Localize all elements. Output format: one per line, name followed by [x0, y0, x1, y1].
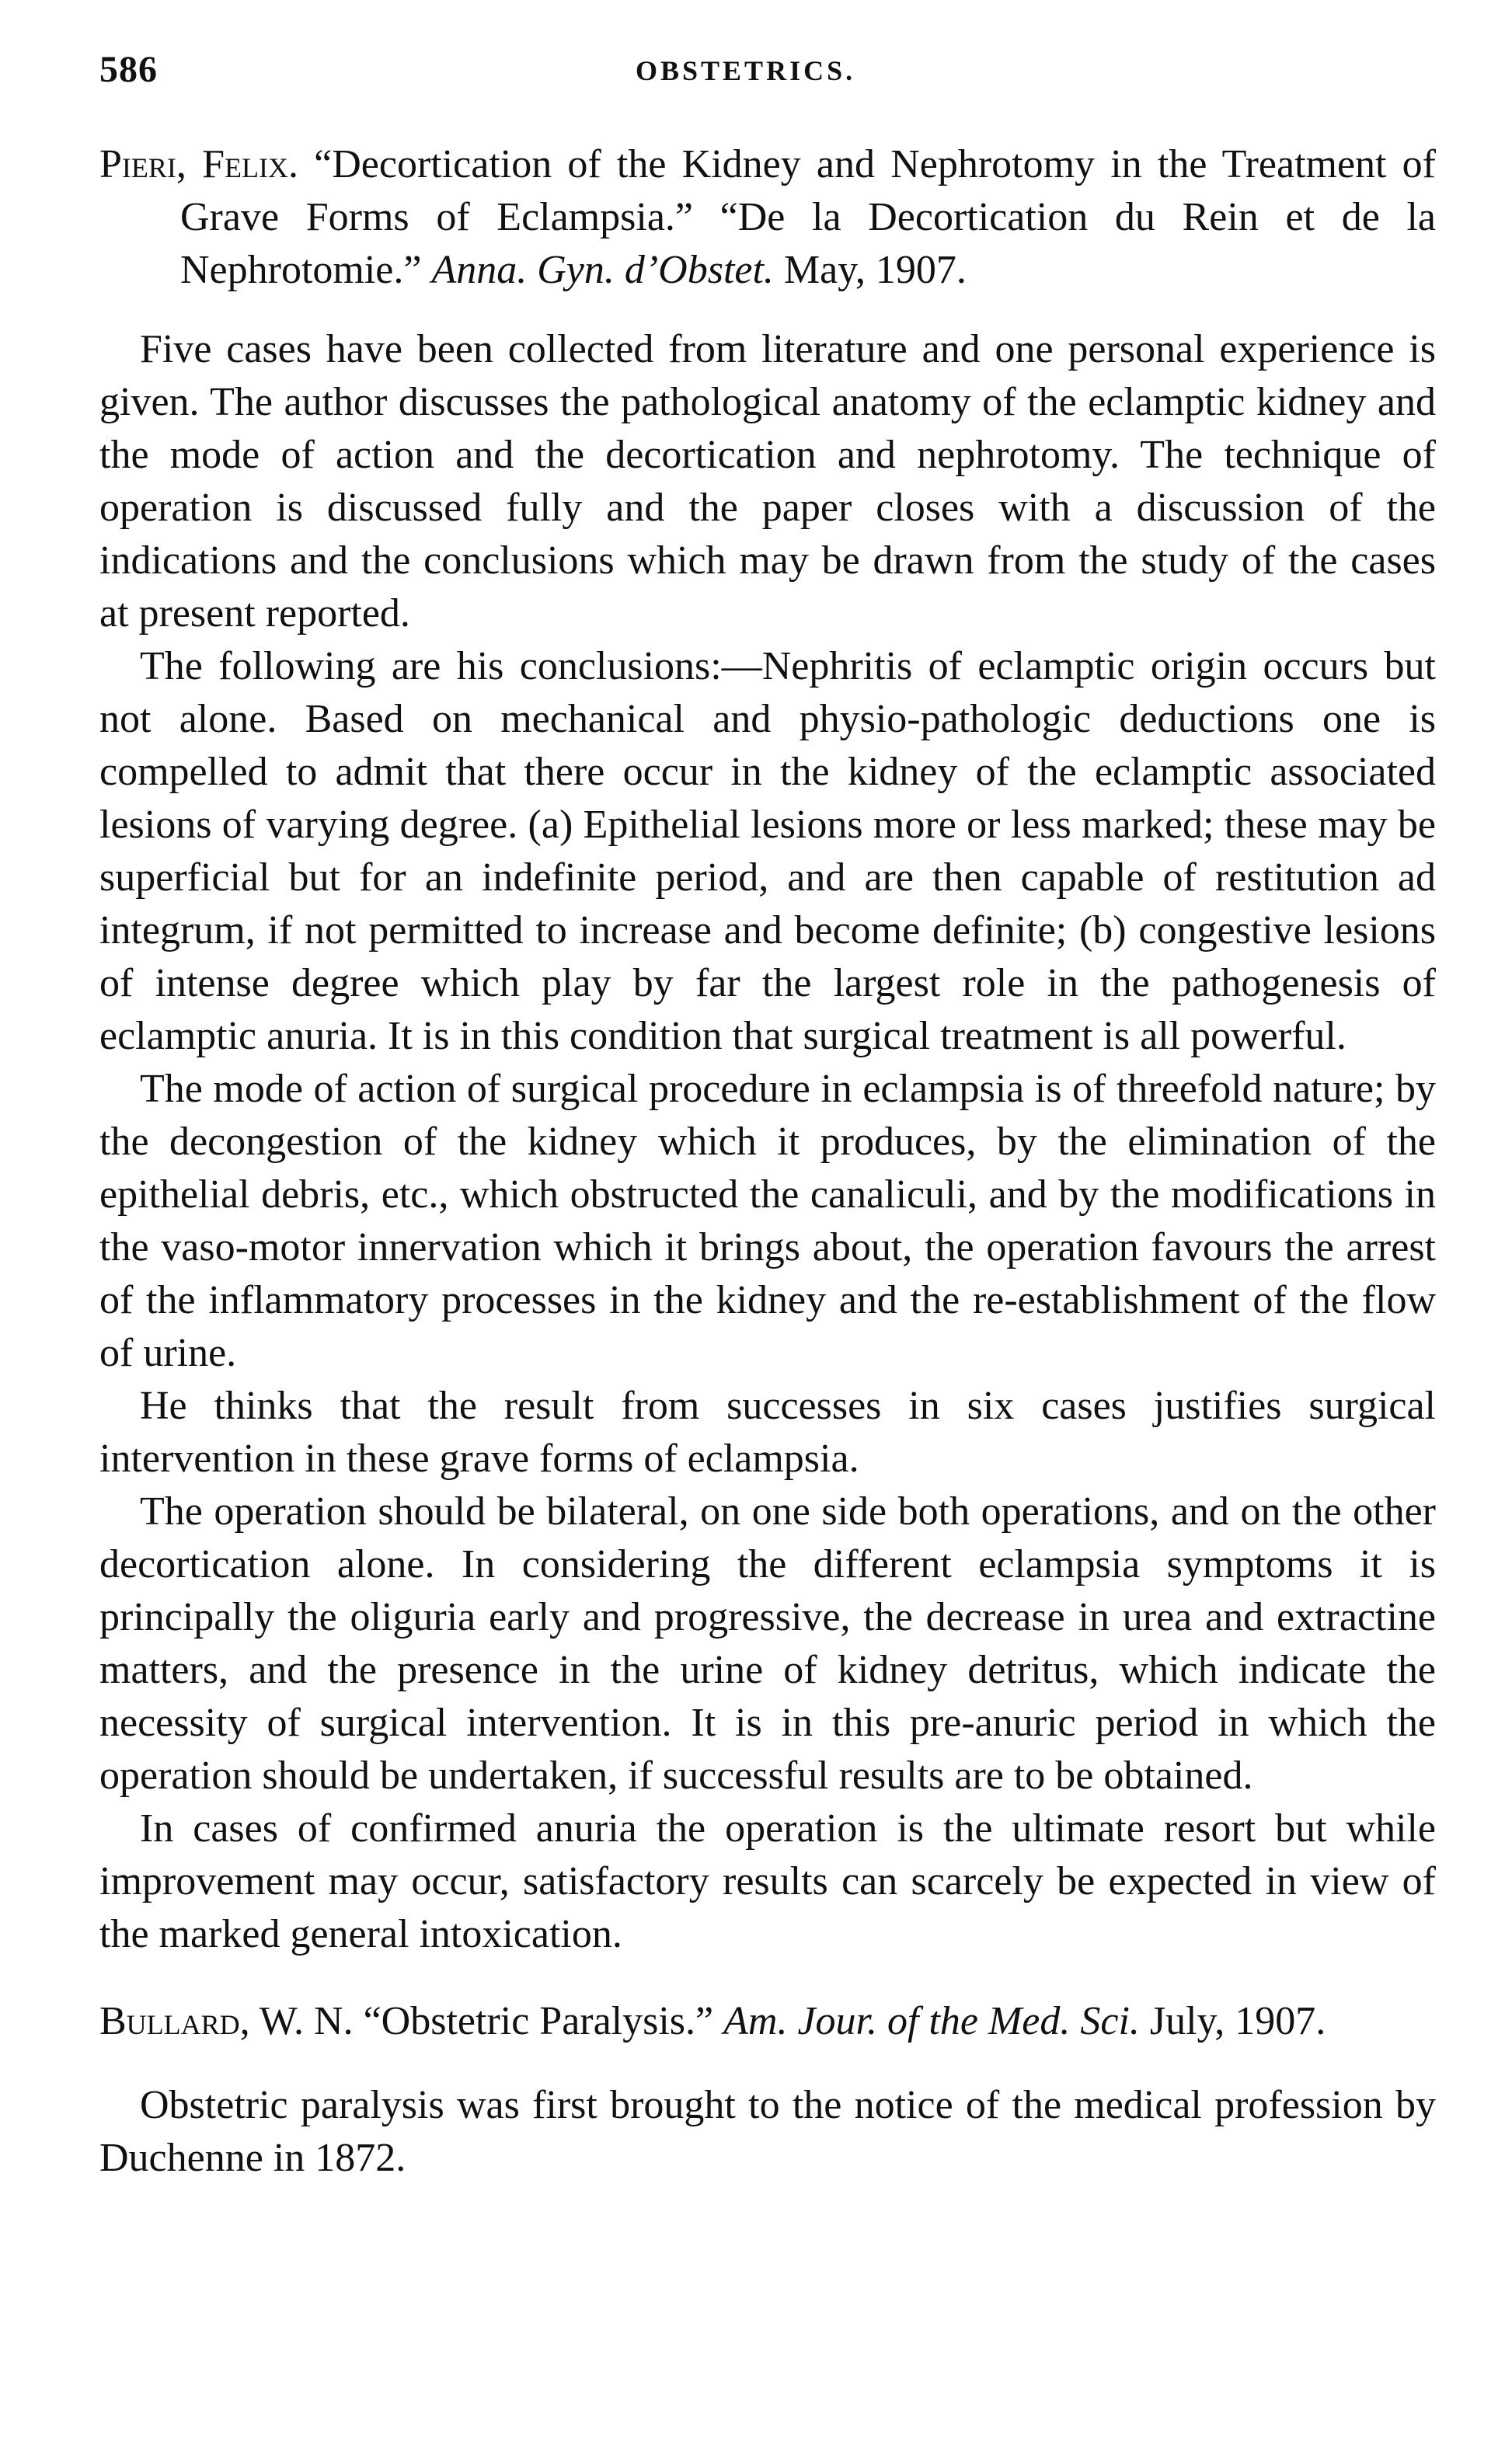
- reference-author: Pieri, Felix.: [99, 142, 298, 186]
- body-paragraph: In cases of confirmed anuria the operation is the ultimate resort but while improvement may occur, satisfactory results can scarcely be expected in view of the marked general intoxication.: [99, 1806, 1436, 1956]
- reference-entry: [99, 1995, 1436, 2048]
- reference-entry: [99, 138, 1436, 297]
- running-header: [99, 48, 1436, 103]
- page-number: 586: [99, 49, 158, 90]
- body-paragraph: Obstetric paralysis was first brought to the notice of the medical profession by Duchenne in 1872.: [99, 2083, 1436, 2180]
- reference-title: “Decortication of the Kidney and Nephrotomy in the Treatment of Grave Forms of Eclampsia.” “De la Decortication du Rein et de la Nephrotomie.”: [180, 142, 1436, 292]
- body-paragraph: The mode of action of surgical procedure in eclampsia is of threefold nature; by the decongestion of the kidney which it produces, by the elimination of the epithelial debris, etc., which obstructed the canaliculi, and by the modifications in the vaso-motor innervation which it brings about, the operation favours the arrest of the inflammatory processes in the kidney and the re-establishment of the flow of urine.: [99, 1067, 1436, 1375]
- running-title: OBSTETRICS.: [636, 55, 856, 86]
- reference-journal: Am. Jour. of the Med. Sci.: [723, 1999, 1140, 2043]
- body-paragraph: The following are his conclusions:—Nephritis of eclamptic origin occurs but not alone. Based on mechanical and physio-pathologic deductions one is compelled to admit that there occur in the kidney of the eclamptic associated lesions of varying degree. (a) Epithelial lesions more or less marked; these may be superficial but for an indefinite period, and are then capable of restitution ad integrum, if not permitted to increase and become definite; (b) congestive lesions of intense degree which play by far the largest role in the pathogenesis of eclamptic anuria. It is in this condition that surgical treatment is all powerful.: [99, 644, 1436, 1058]
- reference-author: Bullard, W. N.: [99, 1999, 354, 2043]
- page-body: [99, 138, 1436, 2185]
- body-paragraph: The operation should be bilateral, on one side both operations, and on the other decortication alone. In considering the different eclampsia symptoms it is principally the oliguria early and progressive, the decrease in urea and extractine matters, and the presence in the urine of kidney detritus, which indicate the necessity of surgical intervention. It is in this pre-anuric period in which the operation should be undertaken, if successful results are to be obtained.: [99, 1489, 1436, 1798]
- reference-date: May, 1907.: [773, 248, 967, 292]
- body-paragraph: Five cases have been collected from literature and one personal experience is given. The author discusses the pathological anatomy of the eclamptic kidney and the mode of action and the decortication and nephrotomy. The technique of operation is discussed fully and the paper closes with a discussion of the indications and the conclusions which may be drawn from the study of the cases at present reported.: [99, 327, 1436, 636]
- reference-journal: Anna. Gyn. d’Obstet.: [431, 248, 774, 292]
- reference-date: July, 1907.: [1139, 1999, 1326, 2043]
- reference-title: “Obstetric Paralysis.”: [353, 1999, 724, 2043]
- body-paragraph: He thinks that the result from successes in six cases justifies surgical intervention in these grave forms of eclampsia.: [99, 1384, 1436, 1481]
